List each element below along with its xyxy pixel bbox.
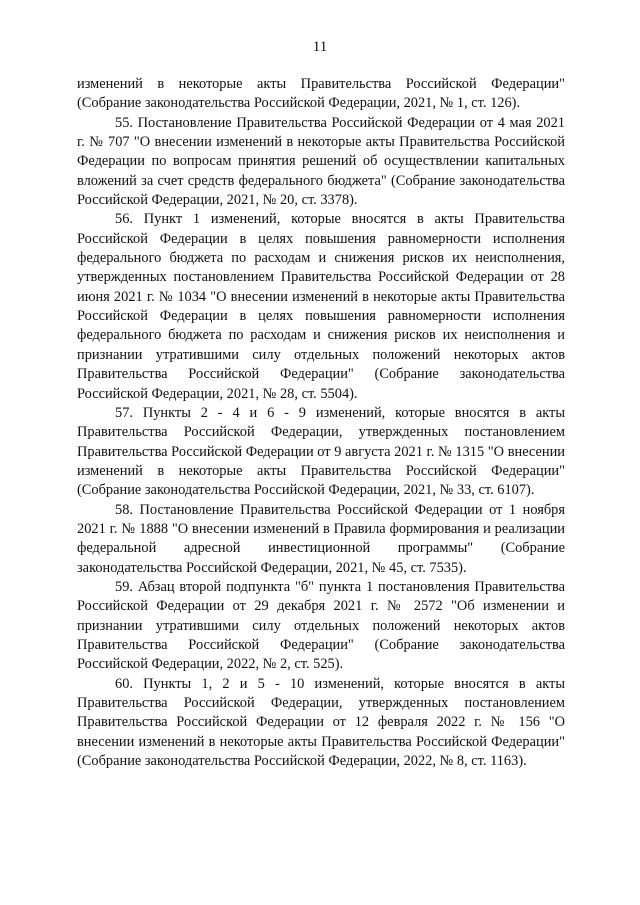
paragraph-item-55: 55. Постановление Правительства Российской Федерации от 4 мая 2021 г. № 707 "О внесении изменений в некоторые акты Правительства Российской Федерации по вопросам принятия решений об осуществлении капитальных вложений за счет средств федерального бюджета" (Собрание законодательства Российской Федерации, 2021, № 20, ст. 3378). — [77, 114, 565, 209]
paragraph-item-56: 56. Пункт 1 изменений, которые вносятся в акты Правительства Российской Федерации в целях повышения равномерности исполнения федерального бюджета по расходам и снижения рисков их неисполнения, утвержденных постановлением Правительства Российской Федерации от 28 июня 2021 г. № 1034 "О внесении изменений в некоторые акты Правительства Российской Федерации в целях повышения равномерности исполнения федерального бюджета по расходам и снижения рисков их неисполнения и признании утратившими силу отдельных положений некоторых актов Правительства Российской Федерации" (Собрание законодательства Российской Федерации, 2021, № 28, ст. 5504). — [77, 211, 565, 402]
page-number: 11 — [312, 39, 328, 55]
paragraph-item-58: 58. Постановление Правительства Российской Федерации от 1 ноября 2021 г. № 1888 "О внесении изменений в Правила формирования и реализации федеральной адресной инвестиционной программы" (Собрание законодательства Российской Федерации, 2021, № 45, ст. 7535). — [77, 501, 565, 576]
paragraph-item-60: 60. Пункты 1, 2 и 5 - 10 изменений, которые вносятся в акты Правительства Российской Федерации, утвержденных постановлением Правительства Российской Федерации от 12 февраля 2022 г. № 156 "О внесении изменений в некоторые акты Правительства Российской Федерации" (Собрание законодательства Российской Федерации, 2022, № 8, ст. 1163). — [77, 675, 565, 770]
paragraph-item-59: 59. Абзац второй подпункта "б" пункта 1 постановления Правительства Российской Федерации от 29 декабря 2021 г. № 2572 "Об изменении и признании утратившими силу отдельных положений некоторых актов Правительства Российской Федерации" (Собрание законодательства Российской Федерации, 2022, № 2, ст. 525). — [77, 578, 565, 673]
document-body — [77, 75, 565, 771]
paragraph-item-57: 57. Пункты 2 - 4 и 6 - 9 изменений, которые вносятся в акты Правительства Российской Федерации, утвержденных постановлением Правительства Российской Федерации от 9 августа 2021 г. № 1315 "О внесении изменений в некоторые акты Правительства Российской Федерации" (Собрание законодательства Российской Федерации, 2021, № 33, ст. 6107). — [77, 404, 565, 499]
paragraph-continuation: изменений в некоторые акты Правительства Российской Федерации" (Собрание законодательства Российской Федерации, 2021, № 1, ст. 126). — [77, 76, 565, 112]
